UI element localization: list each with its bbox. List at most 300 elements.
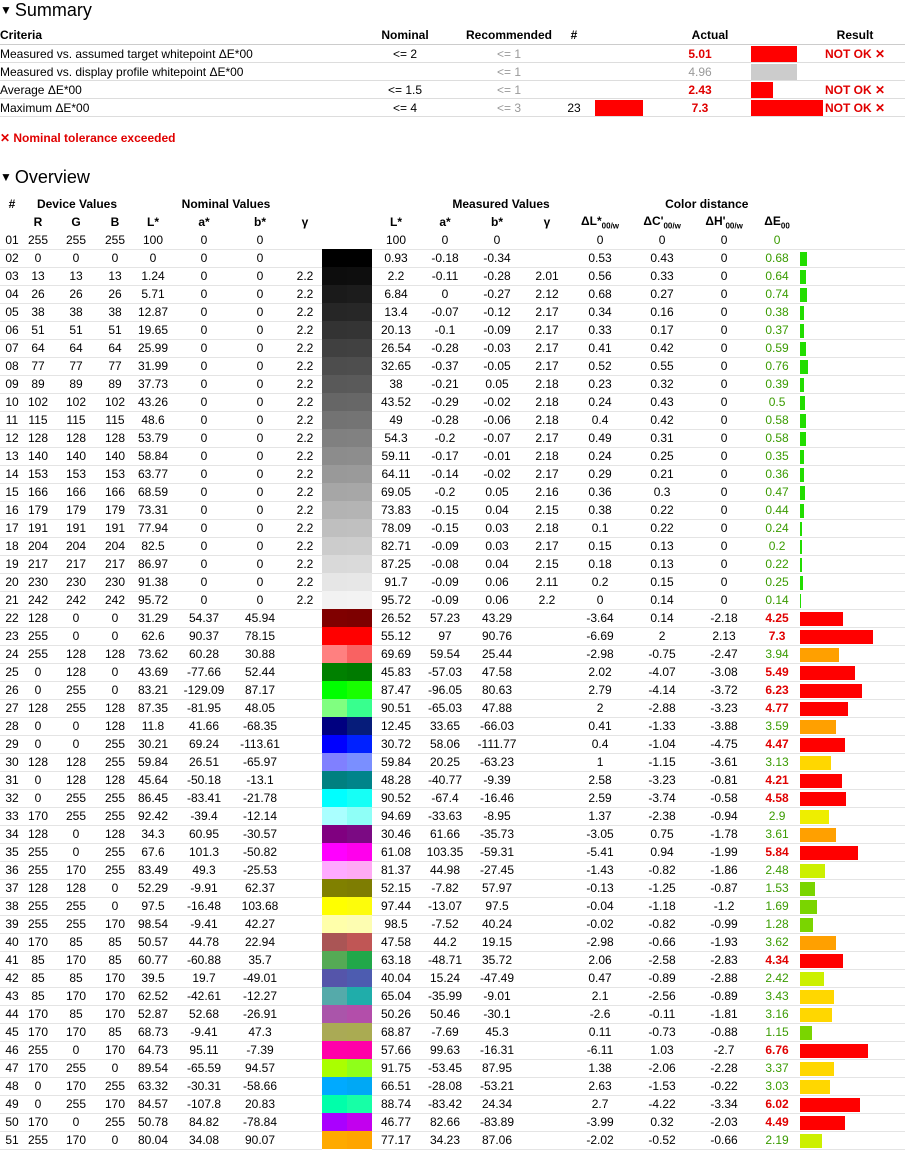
overview-row xyxy=(0,321,905,339)
measured-b: -0.06 xyxy=(470,411,524,429)
delta-c: -2.88 xyxy=(630,699,694,717)
measured-l: 54.3 xyxy=(372,429,420,447)
measured-l: 26.52 xyxy=(372,609,420,627)
overview-row xyxy=(0,573,905,591)
measured-swatch xyxy=(347,1059,372,1077)
result-cell: NOT OK ✕ xyxy=(805,99,905,117)
device-g: 153 xyxy=(52,465,100,483)
measured-b: 43.29 xyxy=(470,609,524,627)
nominal-gamma: 2.2 xyxy=(288,519,322,537)
measured-b: 0.04 xyxy=(470,501,524,519)
patch-number: 33 xyxy=(0,807,24,825)
measured-swatch xyxy=(347,825,372,843)
nominal-l: 80.04 xyxy=(130,1131,176,1149)
measured-b: -59.31 xyxy=(470,843,524,861)
measured-gamma xyxy=(524,1005,570,1023)
device-r: 0 xyxy=(24,681,52,699)
delta-e-bar-cell xyxy=(800,1077,905,1095)
delta-e-bar-cell xyxy=(800,375,905,393)
color-swatch xyxy=(322,663,372,681)
device-b: 255 xyxy=(100,1077,130,1095)
measured-l: 78.09 xyxy=(372,519,420,537)
measured-b: 0.05 xyxy=(470,483,524,501)
delta-e-bar-cell xyxy=(800,573,905,591)
delta-e: 1.28 xyxy=(754,915,800,933)
delta-l: 2.63 xyxy=(570,1077,630,1095)
delta-e-bar-cell xyxy=(800,717,905,735)
device-r: 89 xyxy=(24,375,52,393)
delta-e: 0.74 xyxy=(754,285,800,303)
delta-e-bar xyxy=(800,522,802,536)
nominal-swatch xyxy=(322,825,347,843)
device-g: 255 xyxy=(52,1059,100,1077)
delta-c: -1.53 xyxy=(630,1077,694,1095)
measured-l: 64.11 xyxy=(372,465,420,483)
delta-c: 0.33 xyxy=(630,267,694,285)
count-bar-cell xyxy=(595,99,649,117)
nominal-gamma: 2.2 xyxy=(288,465,322,483)
delta-h: -2.88 xyxy=(694,969,754,987)
measured-a: -40.77 xyxy=(420,771,470,789)
delta-c: 0.32 xyxy=(630,375,694,393)
nominal-gamma xyxy=(288,1023,322,1041)
nominal-b: 78.15 xyxy=(232,627,288,645)
measured-swatch xyxy=(347,1095,372,1113)
col-r: R xyxy=(33,215,43,229)
delta-e-bar xyxy=(800,288,807,302)
delta-h: 0 xyxy=(694,267,754,285)
measured-gamma: 2.17 xyxy=(524,465,570,483)
overview-row xyxy=(0,501,905,519)
delta-e-bar-cell xyxy=(800,591,905,609)
device-b: 64 xyxy=(100,339,130,357)
nominal-gamma: 2.2 xyxy=(288,339,322,357)
delta-h: 0 xyxy=(694,465,754,483)
device-r: 170 xyxy=(24,1023,52,1041)
device-b: 0 xyxy=(100,609,130,627)
overview-heading[interactable] xyxy=(0,167,90,187)
delta-e-bar xyxy=(800,954,843,968)
measured-l: 82.71 xyxy=(372,537,420,555)
device-g: 0 xyxy=(52,717,100,735)
delta-e-bar-cell xyxy=(800,825,905,843)
patch-number: 43 xyxy=(0,987,24,1005)
nominal-swatch xyxy=(322,1059,347,1077)
device-r: 0 xyxy=(24,735,52,753)
device-b: 128 xyxy=(100,699,130,717)
measured-swatch xyxy=(347,483,372,501)
delta-e-bar-cell xyxy=(800,753,905,771)
nominal-swatch xyxy=(322,987,347,1005)
delta-e-bar xyxy=(800,846,858,860)
delta-e-bar-cell xyxy=(800,879,905,897)
device-r: 170 xyxy=(24,1113,52,1131)
delta-l: 0.53 xyxy=(570,249,630,267)
measured-gamma xyxy=(524,897,570,915)
nominal-b: -58.66 xyxy=(232,1077,288,1095)
measured-gamma xyxy=(524,861,570,879)
delta-h: 0 xyxy=(694,429,754,447)
nominal-a: 0 xyxy=(176,375,232,393)
measured-l: 40.04 xyxy=(372,969,420,987)
nominal-swatch xyxy=(322,465,347,483)
device-r: 140 xyxy=(24,447,52,465)
delta-e-bar xyxy=(800,306,804,320)
delta-l: 2.59 xyxy=(570,789,630,807)
device-b: 255 xyxy=(100,861,130,879)
delta-e: 0.5 xyxy=(754,393,800,411)
measured-gamma: 2.18 xyxy=(524,393,570,411)
device-g: 170 xyxy=(52,1131,100,1149)
measured-b: 40.24 xyxy=(470,915,524,933)
nominal-a: -30.31 xyxy=(176,1077,232,1095)
nominal-swatch xyxy=(322,501,347,519)
nominal-swatch xyxy=(322,645,347,663)
nominal-gamma xyxy=(288,1005,322,1023)
nominal-a: 0 xyxy=(176,501,232,519)
measured-b: -0.03 xyxy=(470,339,524,357)
delta-h: 0 xyxy=(694,357,754,375)
delta-e-bar xyxy=(800,270,806,284)
delta-l: 0.4 xyxy=(570,411,630,429)
delta-e-bar-cell xyxy=(800,843,905,861)
measured-b: -30.1 xyxy=(470,1005,524,1023)
nominal-gamma: 2.2 xyxy=(288,357,322,375)
nominal-gamma: 2.2 xyxy=(288,573,322,591)
delta-e: 2.48 xyxy=(754,861,800,879)
nominal-swatch xyxy=(322,663,347,681)
col-nominal-l: L* xyxy=(147,215,159,229)
measured-b: -0.05 xyxy=(470,357,524,375)
delta-e-bar-cell xyxy=(800,483,905,501)
measured-swatch xyxy=(347,699,372,717)
color-swatch xyxy=(322,1059,372,1077)
nominal-l: 31.99 xyxy=(130,357,176,375)
measured-gamma xyxy=(524,1131,570,1149)
measured-a: -0.18 xyxy=(420,249,470,267)
delta-e-bar-cell xyxy=(800,735,905,753)
nominal-a: -16.48 xyxy=(176,897,232,915)
device-r: 0 xyxy=(24,1077,52,1095)
delta-l: 0.11 xyxy=(570,1023,630,1041)
measured-l: 59.84 xyxy=(372,753,420,771)
nominal-a: -50.18 xyxy=(176,771,232,789)
nominal-a: 0 xyxy=(176,483,232,501)
delta-e: 4.58 xyxy=(754,789,800,807)
nominal-swatch xyxy=(322,1131,347,1149)
nominal-swatch xyxy=(322,807,347,825)
device-b: 85 xyxy=(100,933,130,951)
nominal-gamma: 2.2 xyxy=(288,411,322,429)
measured-gamma: 2.17 xyxy=(524,429,570,447)
device-r: 128 xyxy=(24,825,52,843)
device-g: 38 xyxy=(52,303,100,321)
delta-l: 0 xyxy=(570,231,630,249)
measured-a: -13.07 xyxy=(420,897,470,915)
overview-table xyxy=(0,195,905,1150)
nominal-a: -42.61 xyxy=(176,987,232,1005)
measured-gamma xyxy=(524,771,570,789)
delta-c: -4.14 xyxy=(630,681,694,699)
delta-e-bar-cell xyxy=(800,1005,905,1023)
device-g: 128 xyxy=(52,663,100,681)
overview-row xyxy=(0,933,905,951)
delta-c: -2.58 xyxy=(630,951,694,969)
device-r: 204 xyxy=(24,537,52,555)
collapse-triangle-icon[interactable]: ▼ xyxy=(0,3,12,17)
delta-e-bar xyxy=(800,882,815,896)
measured-b: 35.72 xyxy=(470,951,524,969)
overview-row xyxy=(0,789,905,807)
col-measured-b: b* xyxy=(491,215,504,229)
delta-c: 0.14 xyxy=(630,609,694,627)
summary-table xyxy=(0,26,905,117)
delta-e-bar-cell xyxy=(800,807,905,825)
nominal-swatch xyxy=(322,429,347,447)
device-r: 64 xyxy=(24,339,52,357)
nominal-b: 47.3 xyxy=(232,1023,288,1041)
delta-e-bar-cell xyxy=(800,267,905,285)
color-swatch xyxy=(322,303,372,321)
delta-h: 2.13 xyxy=(694,627,754,645)
delta-e-bar xyxy=(800,666,855,680)
col-delta-c: $\Delta C'_{00/w}$ xyxy=(643,213,681,231)
measured-l: 45.83 xyxy=(372,663,420,681)
patch-number: 30 xyxy=(0,753,24,771)
nominal-swatch xyxy=(322,843,347,861)
device-r: 85 xyxy=(24,951,52,969)
delta-c: -0.89 xyxy=(630,969,694,987)
measured-a: -0.28 xyxy=(420,339,470,357)
measured-gamma xyxy=(524,1059,570,1077)
overview-row xyxy=(0,537,905,555)
delta-e: 0.39 xyxy=(754,375,800,393)
nominal-gamma xyxy=(288,735,322,753)
nominal-l: 1.24 xyxy=(130,267,176,285)
delta-e-bar xyxy=(800,396,805,410)
nominal-cell: <= 2 xyxy=(345,45,465,63)
overview-row xyxy=(0,987,905,1005)
measured-gamma xyxy=(524,663,570,681)
measured-b: -9.01 xyxy=(470,987,524,1005)
delta-e-bar xyxy=(800,414,806,428)
patch-number: 22 xyxy=(0,609,24,627)
patch-number: 06 xyxy=(0,321,24,339)
measured-swatch xyxy=(347,465,372,483)
measured-b: 47.88 xyxy=(470,699,524,717)
delta-l: 0.36 xyxy=(570,483,630,501)
color-swatch xyxy=(322,357,372,375)
measured-l: 30.72 xyxy=(372,735,420,753)
color-swatch xyxy=(322,843,372,861)
nominal-l: 89.54 xyxy=(130,1059,176,1077)
measured-gamma: 2.16 xyxy=(524,483,570,501)
measured-a: -35.99 xyxy=(420,987,470,1005)
delta-e-bar-cell xyxy=(800,681,905,699)
nominal-a: 101.3 xyxy=(176,843,232,861)
nominal-swatch xyxy=(322,537,347,555)
col-num: # xyxy=(8,197,16,211)
measured-a: -96.05 xyxy=(420,681,470,699)
measured-b: -0.27 xyxy=(470,285,524,303)
measured-gamma xyxy=(524,627,570,645)
summary-row xyxy=(0,63,905,81)
nominal-l: 62.6 xyxy=(130,627,176,645)
nominal-swatch xyxy=(322,609,347,627)
delta-c: 0 xyxy=(630,231,694,249)
nominal-gamma xyxy=(288,969,322,987)
delta-e-bar-cell xyxy=(800,627,905,645)
measured-swatch xyxy=(347,285,372,303)
nominal-a: 60.28 xyxy=(176,645,232,663)
delta-h: 0 xyxy=(694,573,754,591)
device-b: 153 xyxy=(100,465,130,483)
delta-c: -0.52 xyxy=(630,1131,694,1149)
measured-a: 103.35 xyxy=(420,843,470,861)
measured-b: 80.63 xyxy=(470,681,524,699)
nominal-b: 42.27 xyxy=(232,915,288,933)
delta-c: 0.3 xyxy=(630,483,694,501)
measured-swatch xyxy=(347,861,372,879)
delta-h: -2.47 xyxy=(694,645,754,663)
delta-e-bar xyxy=(800,1008,832,1022)
delta-e: 4.47 xyxy=(754,735,800,753)
delta-l: 2.06 xyxy=(570,951,630,969)
delta-h: -3.08 xyxy=(694,663,754,681)
measured-a: -67.4 xyxy=(420,789,470,807)
device-g: 170 xyxy=(52,1023,100,1041)
delta-e: 0.38 xyxy=(754,303,800,321)
col-nominal-a: a* xyxy=(198,215,210,229)
nominal-a: -107.8 xyxy=(176,1095,232,1113)
nominal-l: 87.35 xyxy=(130,699,176,717)
patch-number: 15 xyxy=(0,483,24,501)
patch-number: 31 xyxy=(0,771,24,789)
collapse-triangle-icon[interactable]: ▼ xyxy=(0,170,12,184)
device-g: 89 xyxy=(52,375,100,393)
delta-e: 4.21 xyxy=(754,771,800,789)
delta-l: -6.11 xyxy=(570,1041,630,1059)
measured-gamma xyxy=(524,645,570,663)
nominal-l: 45.64 xyxy=(130,771,176,789)
device-r: 51 xyxy=(24,321,52,339)
delta-e-bar xyxy=(800,720,836,734)
recommended-cell: <= 1 xyxy=(465,63,553,81)
delta-h: 0 xyxy=(694,231,754,249)
device-r: 128 xyxy=(24,699,52,717)
overview-row xyxy=(0,879,905,897)
nominal-b: 0 xyxy=(232,231,288,249)
patch-number: 42 xyxy=(0,969,24,987)
color-swatch xyxy=(322,573,372,591)
nominal-l: 48.6 xyxy=(130,411,176,429)
count-cell xyxy=(553,81,595,99)
nominal-l: 5.71 xyxy=(130,285,176,303)
measured-b: -63.23 xyxy=(470,753,524,771)
measured-swatch xyxy=(347,681,372,699)
delta-e-bar-cell xyxy=(800,987,905,1005)
measured-a: -65.03 xyxy=(420,699,470,717)
overview-row xyxy=(0,897,905,915)
patch-number: 35 xyxy=(0,843,24,861)
device-r: 0 xyxy=(24,663,52,681)
nominal-swatch xyxy=(322,447,347,465)
measured-a: -0.2 xyxy=(420,429,470,447)
color-swatch xyxy=(322,825,372,843)
device-g: 0 xyxy=(52,843,100,861)
measured-l: 57.66 xyxy=(372,1041,420,1059)
criteria-cell: Measured vs. display profile whitepoint ΔE*00 xyxy=(0,63,345,81)
device-b: 255 xyxy=(100,843,130,861)
nominal-gamma xyxy=(288,807,322,825)
delta-e: 0.76 xyxy=(754,357,800,375)
summary-heading[interactable] xyxy=(0,0,92,20)
device-g: 255 xyxy=(52,231,100,249)
measured-a: 15.24 xyxy=(420,969,470,987)
device-b: 255 xyxy=(100,231,130,249)
nominal-b: 0 xyxy=(232,303,288,321)
device-b: 255 xyxy=(100,753,130,771)
measured-swatch xyxy=(347,1113,372,1131)
delta-e-bar xyxy=(800,558,802,572)
nominal-swatch xyxy=(322,375,347,393)
delta-h: 0 xyxy=(694,339,754,357)
actual-bar xyxy=(751,46,797,62)
device-g: 128 xyxy=(52,879,100,897)
measured-b: -35.73 xyxy=(470,825,524,843)
measured-l: 69.69 xyxy=(372,645,420,663)
nominal-l: 25.99 xyxy=(130,339,176,357)
measured-swatch xyxy=(347,771,372,789)
measured-swatch xyxy=(347,267,372,285)
measured-gamma: 2.18 xyxy=(524,447,570,465)
measured-l: 65.04 xyxy=(372,987,420,1005)
result-cell: NOT OK ✕ xyxy=(805,81,905,99)
overview-row xyxy=(0,1041,905,1059)
measured-l: 77.17 xyxy=(372,1131,420,1149)
nominal-b: 87.17 xyxy=(232,681,288,699)
measured-gamma: 2.12 xyxy=(524,285,570,303)
color-swatch xyxy=(322,501,372,519)
device-b: 128 xyxy=(100,825,130,843)
nominal-swatch xyxy=(322,627,347,645)
delta-c: -3.23 xyxy=(630,771,694,789)
delta-h: -0.88 xyxy=(694,1023,754,1041)
nominal-a: 95.11 xyxy=(176,1041,232,1059)
delta-c: -2.06 xyxy=(630,1059,694,1077)
measured-b: 0.05 xyxy=(470,375,524,393)
measured-b: 25.44 xyxy=(470,645,524,663)
measured-l: 59.11 xyxy=(372,447,420,465)
nominal-b: -12.14 xyxy=(232,807,288,825)
nominal-a: 69.24 xyxy=(176,735,232,753)
criteria-cell: Maximum ΔE*00 xyxy=(0,99,345,117)
nominal-a: 0 xyxy=(176,555,232,573)
patch-number: 45 xyxy=(0,1023,24,1041)
nominal-a: 0 xyxy=(176,321,232,339)
delta-c: -0.82 xyxy=(630,915,694,933)
nominal-gamma: 2.2 xyxy=(288,375,322,393)
measured-a: -7.69 xyxy=(420,1023,470,1041)
delta-c: -0.75 xyxy=(630,645,694,663)
delta-e: 2.19 xyxy=(754,1131,800,1149)
color-swatch xyxy=(322,645,372,663)
device-b: 115 xyxy=(100,411,130,429)
device-g: 128 xyxy=(52,753,100,771)
device-r: 255 xyxy=(24,1041,52,1059)
measured-a: -28.08 xyxy=(420,1077,470,1095)
measured-a: -7.52 xyxy=(420,915,470,933)
